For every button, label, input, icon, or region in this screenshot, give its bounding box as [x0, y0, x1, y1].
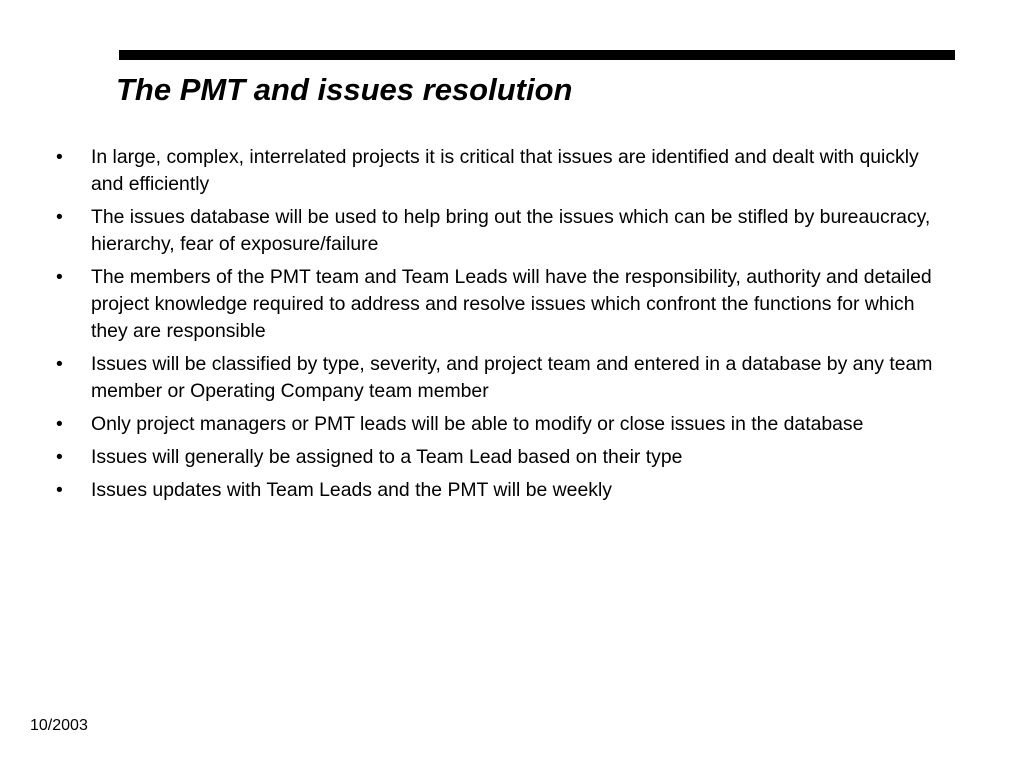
bullet-icon: • [56, 266, 63, 288]
bullet-icon: • [56, 353, 63, 375]
bullet-text: Issues will generally be assigned to a Team Lead based on their type [91, 446, 683, 468]
slide-title: The PMT and issues resolution [116, 72, 573, 107]
bullet-text: In large, complex, interrelated projects it is critical that issues are identified and dealt with quickly and efficiently [91, 146, 919, 195]
bullet-icon: • [56, 413, 63, 435]
bullet-item [56, 264, 936, 345]
bullet-text: The issues database will be used to help bring out the issues which can be stifled by bureaucracy, hierarchy, fear of exposure/failure [91, 206, 931, 255]
bullet-icon: • [56, 479, 63, 501]
bullet-list [56, 144, 936, 510]
bullet-icon: • [56, 146, 63, 168]
bullet-item [56, 144, 936, 198]
bullet-item [56, 411, 936, 438]
bullet-icon: • [56, 206, 63, 228]
bullet-text: The members of the PMT team and Team Leads will have the responsibility, authority and detailed project knowledge required to address and resolve issues which confront the functions for which they are responsible [91, 266, 932, 342]
bullet-item [56, 351, 936, 405]
bullet-text: Issues will be classified by type, severity, and project team and entered in a database by any team member or Operating Company team member [91, 353, 933, 402]
bullet-item [56, 477, 936, 504]
footer-date: 10/2003 [30, 717, 88, 734]
title-rule [119, 50, 955, 60]
bullet-text: Issues updates with Team Leads and the PMT will be weekly [91, 479, 612, 501]
bullet-item [56, 444, 936, 471]
bullet-icon: • [56, 446, 63, 468]
bullet-item [56, 204, 936, 258]
bullet-text: Only project managers or PMT leads will be able to modify or close issues in the database [91, 413, 864, 435]
